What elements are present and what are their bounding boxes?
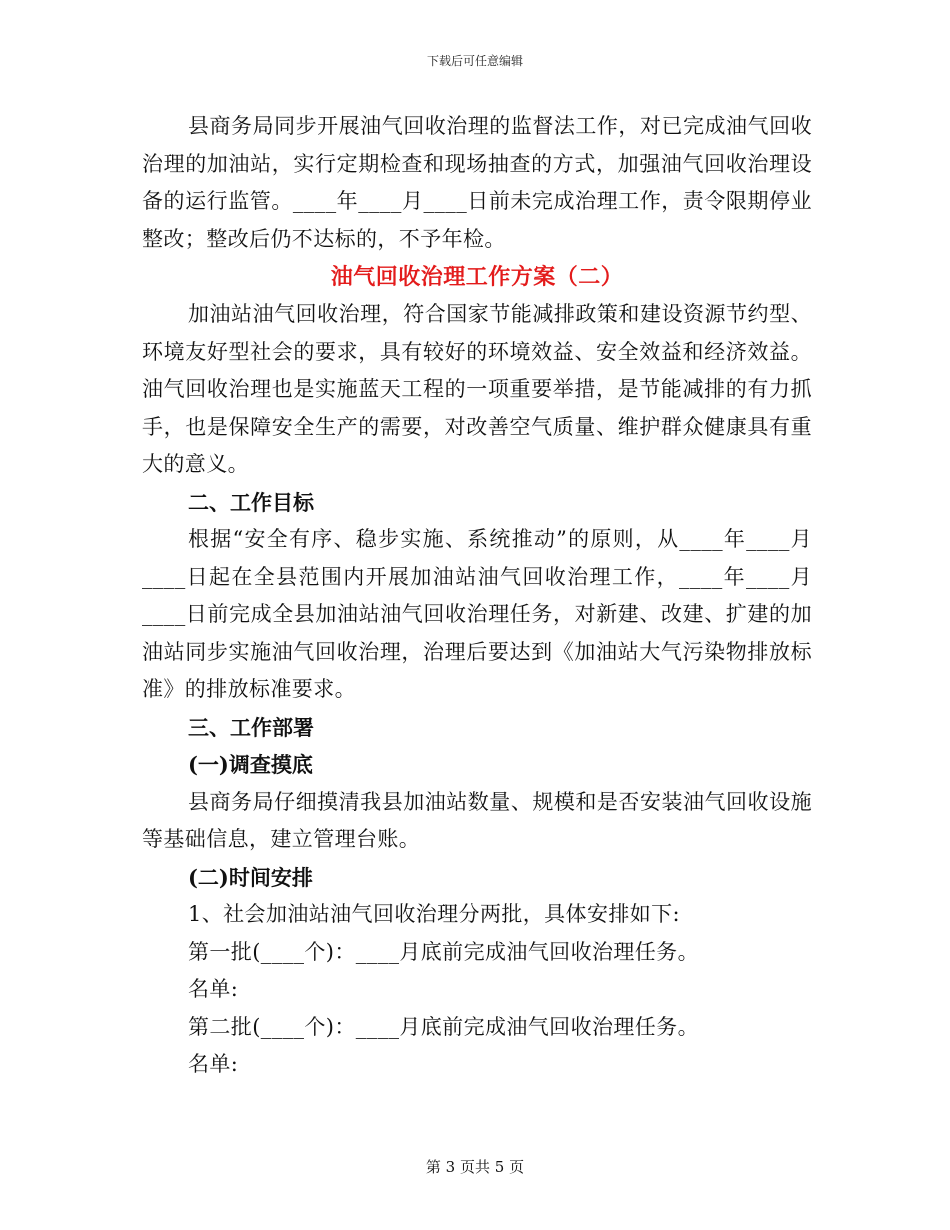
heading-work-deployment: 三、工作部署 — [188, 714, 314, 740]
heading-work-goal: 二、工作目标 — [188, 489, 314, 515]
schedule-line-1: 1、社会加油站油气回收治理分两批，具体安排如下: — [188, 902, 681, 926]
page-header-note: 下载后可任意编辑 — [426, 54, 523, 68]
paragraph-intro: 加油站油气回收治理，符合国家节能减排政策和建设资源节约型、环境友好型社会的要求，具有较好的环境效益、安全效益和经济效益。油气回收治理也是实施蓝天工程的一项重要举措，是节能减排的有力抓手，也是保障安全生产的需要，对改善空气质量、维护群众健康具有重大的意义。 — [142, 302, 812, 476]
heading-survey: (一)调查摸底 — [188, 752, 313, 777]
paragraph-survey: 县商务局仔细摸清我县加油站数量、规模和是否安装油气回收设施等基础信息，建立管理台账。 — [142, 789, 812, 851]
heading-schedule: (二)时间安排 — [188, 864, 313, 890]
paragraph-supervision: 县商务局同步开展油气回收治理的监督法工作，对已完成油气回收治理的加油站，实行定期检查和现场抽查的方式，加强油气回收治理设备的运行监管。____年____月____日前未完成治理工作，责令限期停业整改；整改后仍不达标的，不予年检。 — [142, 114, 812, 251]
page-number-footer: 第 3 页共 5 页 — [425, 1158, 525, 1176]
schedule-line-batch-1: 第一批(____个)：____月底前完成油气回收治理任务。 — [188, 939, 699, 964]
document-body — [142, 108, 812, 1084]
section-title: 油气回收治理工作方案（二） — [330, 264, 624, 290]
schedule-line-list-2: 名单: — [188, 1052, 239, 1076]
paragraph-work-goal: 根据“安全有序、稳步实施、系统推动”的原则，从____年____月____日起在全县范围内开展加油站油气回收治理工作，____年____月____日前完成全县加油站油气回收治理任务，对新建、改建、扩建的加油站同步实施油气回收治理，治理后要达到《加油站大气污染物排放标准》的排放标准要求。 — [142, 527, 812, 701]
schedule-line-list-1: 名单: — [188, 977, 239, 1001]
schedule-line-batch-2: 第二批(____个)：____月底前完成油气回收治理任务。 — [188, 1014, 699, 1039]
